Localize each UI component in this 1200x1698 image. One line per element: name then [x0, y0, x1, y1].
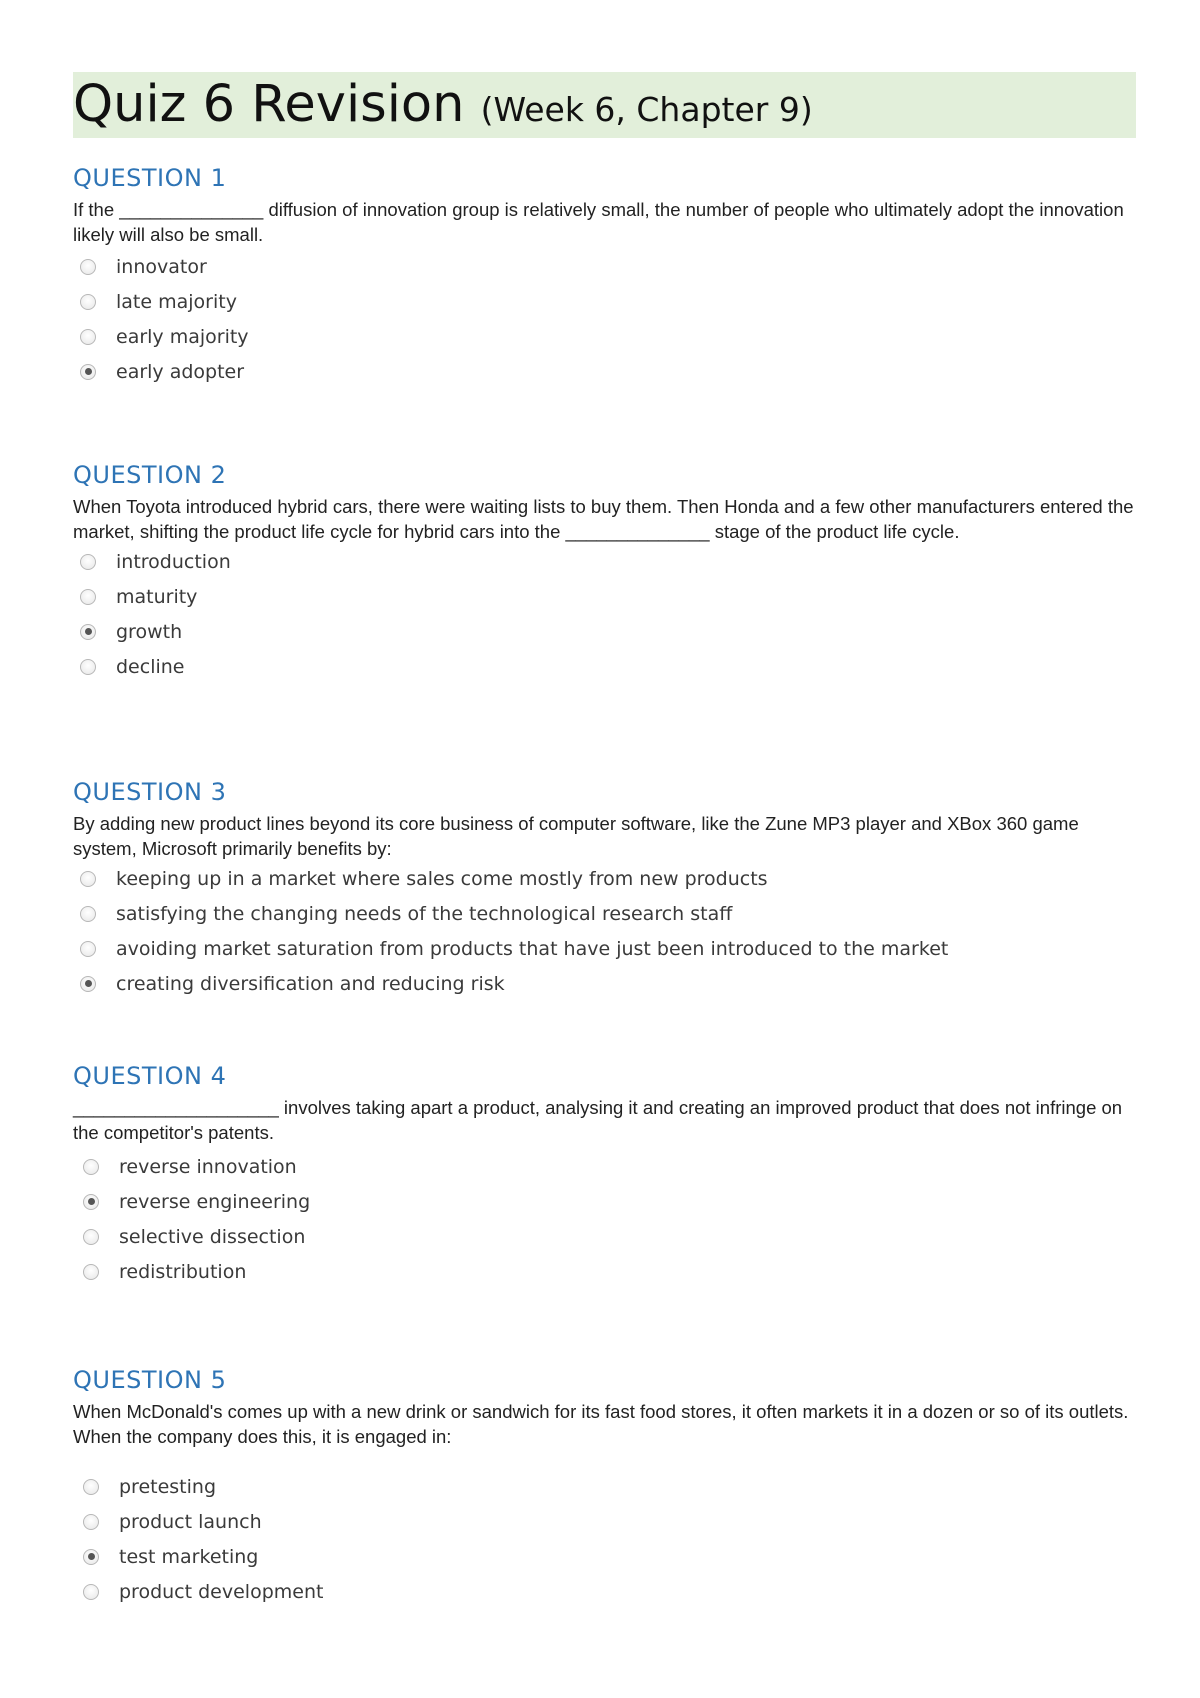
- radio-button[interactable]: [80, 589, 96, 605]
- radio-button[interactable]: [80, 906, 96, 922]
- answer-option[interactable]: [73, 319, 1143, 354]
- question-heading: QUESTION 4: [73, 1062, 227, 1090]
- title-subtitle: (Week 6, Chapter 9): [480, 90, 813, 129]
- answer-options: [73, 861, 1143, 1001]
- radio-button[interactable]: [80, 871, 96, 887]
- answer-option[interactable]: [73, 649, 1143, 684]
- answer-option[interactable]: [73, 579, 1143, 614]
- answer-label: late majority: [116, 290, 237, 313]
- answer-label: early majority: [116, 325, 249, 348]
- answer-label: decline: [116, 655, 185, 678]
- question-heading: QUESTION 1: [73, 164, 227, 192]
- radio-button[interactable]: [83, 1229, 99, 1245]
- radio-button[interactable]: [83, 1264, 99, 1280]
- question-text: By adding new product lines beyond its core business of computer software, like the Zune MP3 player and XBox 360 game system, Microsoft primarily benefits by:: [73, 813, 1079, 859]
- answer-option[interactable]: [73, 896, 1143, 931]
- radio-button[interactable]: [80, 941, 96, 957]
- answer-label: selective dissection: [119, 1225, 306, 1248]
- answer-label: maturity: [116, 585, 198, 608]
- question-heading: QUESTION 5: [73, 1366, 227, 1394]
- question-heading: QUESTION 3: [73, 778, 227, 806]
- radio-button[interactable]: [83, 1479, 99, 1495]
- answer-option[interactable]: [73, 1574, 1143, 1609]
- question-text: If the ______________ diffusion of innovation group is relatively small, the number of people who ultimately adopt the innovation likely will also be small.: [73, 199, 1124, 245]
- answer-option[interactable]: [73, 1149, 1143, 1184]
- answer-option[interactable]: [73, 284, 1143, 319]
- answer-label: reverse engineering: [119, 1190, 311, 1213]
- answer-label: test marketing: [119, 1545, 259, 1568]
- answer-label: avoiding market saturation from products that have just been introduced to the market: [116, 937, 949, 960]
- answer-label: product launch: [119, 1510, 262, 1533]
- answer-option[interactable]: [73, 354, 1143, 389]
- answer-option[interactable]: [73, 614, 1143, 649]
- question-2: [73, 460, 1143, 684]
- radio-button[interactable]: [80, 659, 96, 675]
- answer-options: [73, 249, 1143, 389]
- question-5: [73, 1365, 1143, 1609]
- answer-option[interactable]: [73, 861, 1143, 896]
- radio-button[interactable]: [83, 1159, 99, 1175]
- radio-button[interactable]: [83, 1514, 99, 1530]
- answer-option[interactable]: [73, 249, 1143, 284]
- answer-option[interactable]: [73, 966, 1143, 1001]
- answer-label: product development: [119, 1580, 324, 1603]
- answer-option[interactable]: [73, 1539, 1143, 1574]
- answer-label: early adopter: [116, 360, 245, 383]
- answer-label: introduction: [116, 550, 231, 573]
- question-1: [73, 163, 1143, 389]
- radio-button[interactable]: [83, 1584, 99, 1600]
- answer-option[interactable]: [73, 1469, 1143, 1504]
- answer-option[interactable]: [73, 544, 1143, 579]
- answer-option[interactable]: [73, 1254, 1143, 1289]
- radio-button-selected[interactable]: [80, 624, 96, 640]
- question-heading: QUESTION 2: [73, 461, 227, 489]
- answer-label: redistribution: [119, 1260, 247, 1283]
- answer-label: satisfying the changing needs of the technological research staff: [116, 902, 733, 925]
- answer-option[interactable]: [73, 1219, 1143, 1254]
- radio-button-selected[interactable]: [80, 976, 96, 992]
- answer-label: pretesting: [119, 1475, 217, 1498]
- radio-button[interactable]: [80, 294, 96, 310]
- question-text: ____________________ involves taking apart a product, analysing it and creating an improved product that does not infringe on the competitor's patents.: [73, 1097, 1123, 1143]
- question-text: When Toyota introduced hybrid cars, there were waiting lists to buy them. Then Honda and a few other manufacturers entered the market, shifting the product life cycle for hybrid cars into the ______________ stage of the product life cycle.: [73, 496, 1134, 542]
- radio-button-selected[interactable]: [80, 364, 96, 380]
- answer-label: reverse innovation: [119, 1155, 297, 1178]
- radio-button[interactable]: [80, 259, 96, 275]
- question-3: [73, 777, 1143, 1001]
- radio-button[interactable]: [80, 329, 96, 345]
- answer-label: growth: [116, 620, 183, 643]
- answer-option[interactable]: [73, 1504, 1143, 1539]
- answer-options: [73, 1469, 1143, 1609]
- question-text: When McDonald's comes up with a new drink or sandwich for its fast food stores, it often markets it in a dozen or so of its outlets. When the company does this, it is engaged in:: [73, 1401, 1129, 1447]
- radio-button-selected[interactable]: [83, 1194, 99, 1210]
- radio-button-selected[interactable]: [83, 1549, 99, 1565]
- answer-label: creating diversification and reducing risk: [116, 972, 505, 995]
- question-4: [73, 1061, 1143, 1289]
- title-main: Quiz 6 Revision: [73, 75, 465, 134]
- answer-options: [73, 544, 1143, 684]
- answer-label: innovator: [116, 255, 207, 278]
- page-title: [73, 72, 813, 143]
- answer-option[interactable]: [73, 931, 1143, 966]
- answer-option[interactable]: [73, 1184, 1143, 1219]
- answer-label: keeping up in a market where sales come mostly from new products: [116, 867, 768, 890]
- answer-options: [73, 1149, 1143, 1289]
- radio-button[interactable]: [80, 554, 96, 570]
